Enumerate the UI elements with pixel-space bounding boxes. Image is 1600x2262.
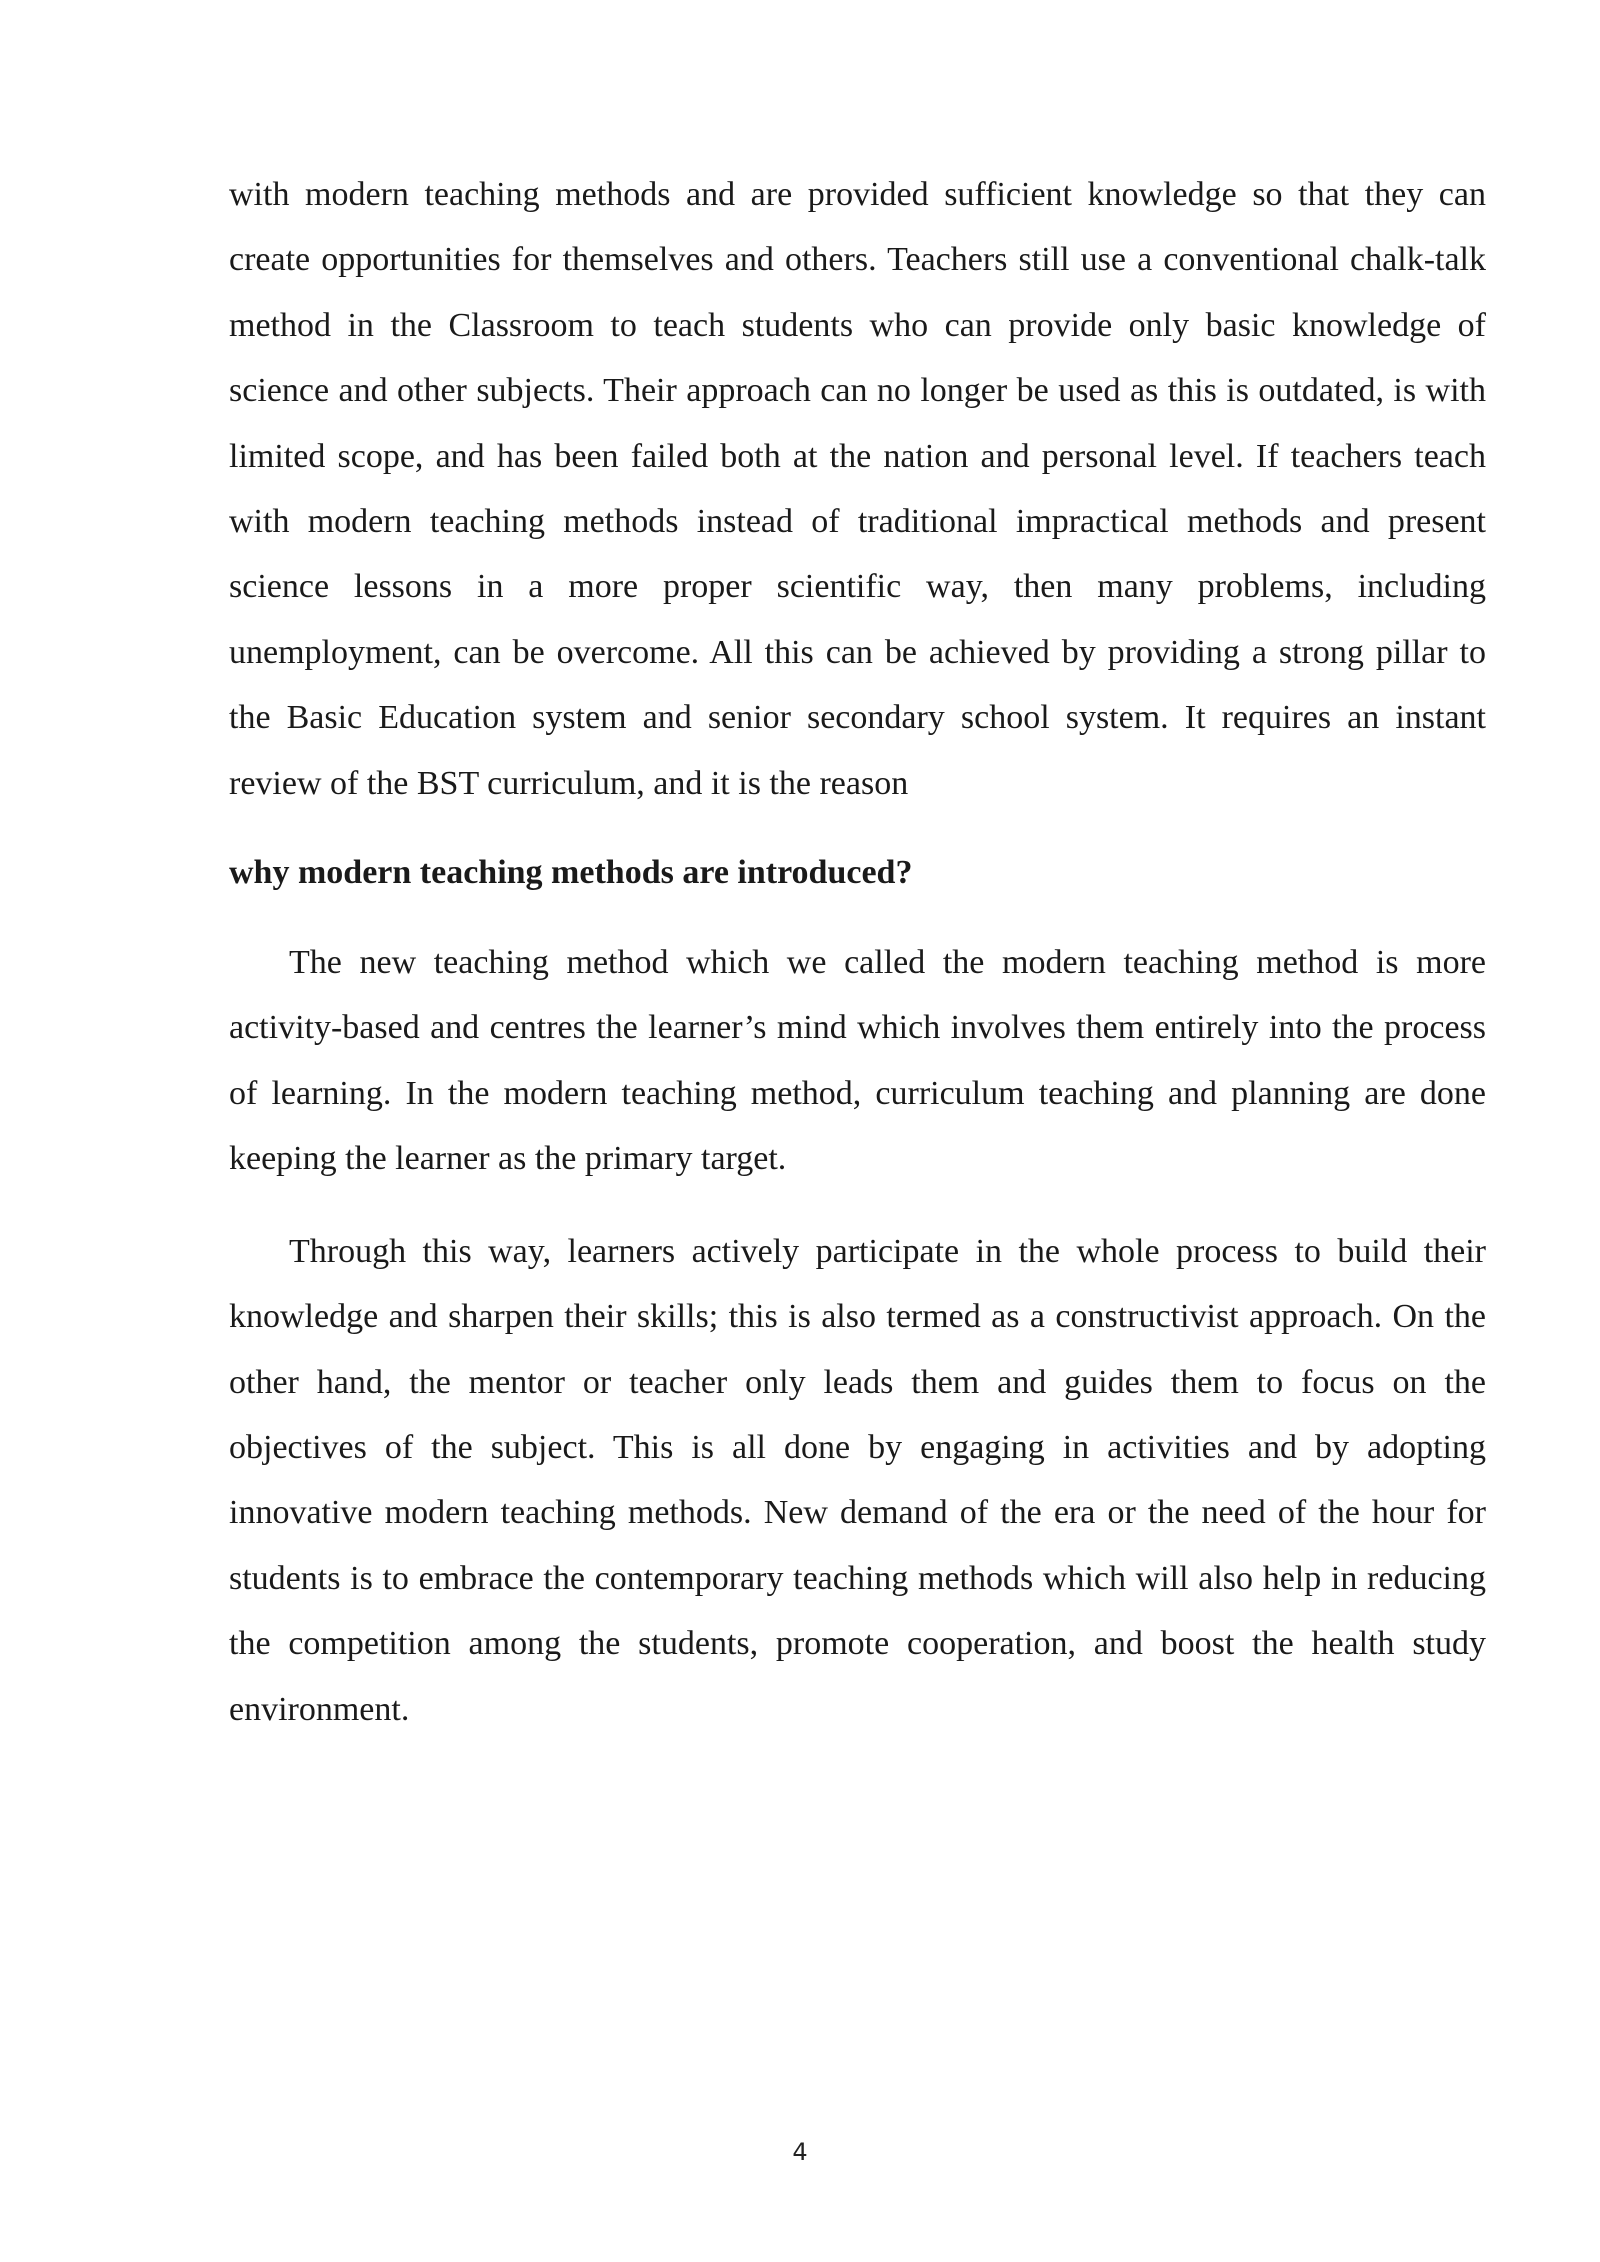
page-body	[229, 162, 1486, 1742]
body-paragraph-modern-method: The new teaching method which we called the modern teaching method is more activity-based and centres the learner’s mind which involves them entirely into the process of learning. In the modern teaching method, curriculum teaching and planning are done keeping the learner as the primary target.	[229, 944, 1486, 1178]
body-paragraph-constructivist: Through this way, learners actively participate in the whole process to build their knowledge and sharpen their skills; this is also termed as a constructivist approach. On the other hand, the mentor or teacher only leads them and guides them to focus on the objectives of the subject. This is all done by engaging in activities and by adopting innovative modern teaching methods. New demand of the era or the need of the hour for students is to embrace the contemporary teaching methods which will also help in reducing the competition among the students, promote cooperation, and boost the health study environment.	[229, 1232, 1486, 1728]
body-paragraph-continuation: with modern teaching methods and are provided sufficient knowledge so that they can create opportunities for themselves and others. Teachers still use a conventional chalk-talk method in the Classroom to teach students who can provide only basic knowledge of science and other subjects. Their approach can no longer be used as this is outdated, is with limited scope, and has been failed both at the nation and personal level. If teachers teach with modern teaching methods instead of traditional impractical methods and present science lessons in a more proper scientific way, then many problems, including unemployment, can be overcome. All this can be achieved by providing a strong pillar to the Basic Education system and senior secondary school system. It requires an instant review of the BST curriculum, and it is the reason	[229, 176, 1486, 802]
section-heading: why modern teaching methods are introduced?	[229, 854, 913, 892]
page-number: 4	[792, 2138, 808, 2166]
